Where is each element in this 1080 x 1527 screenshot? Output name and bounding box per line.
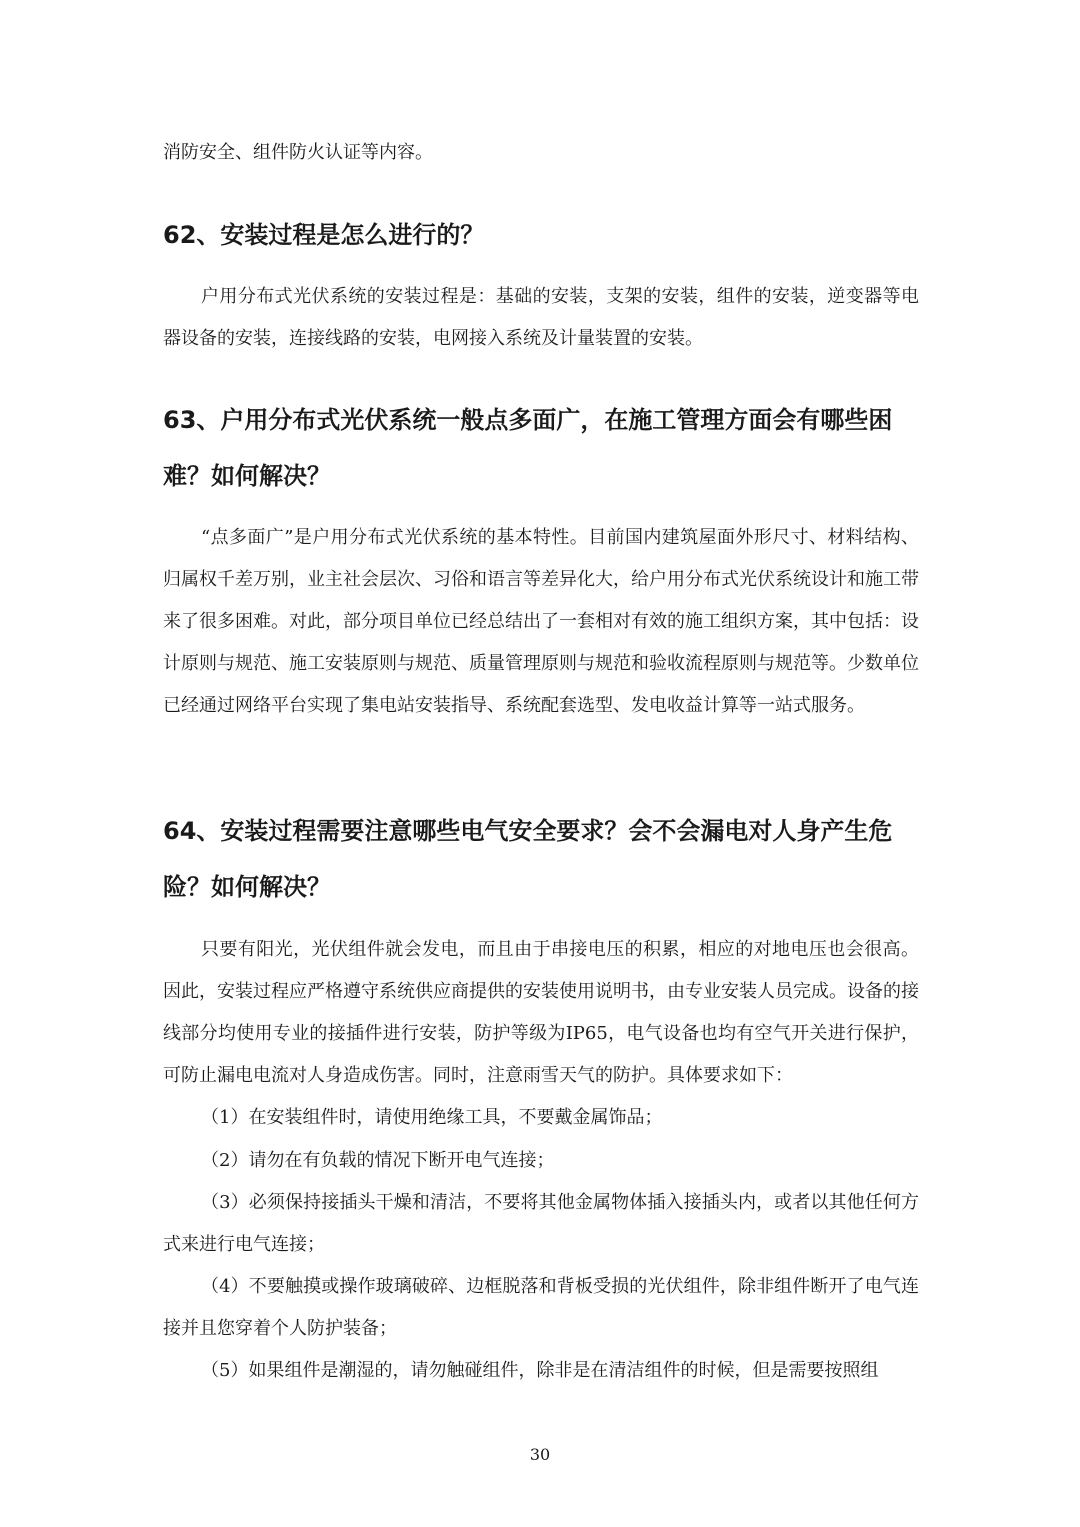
section-64-heading: 64、安装过程需要注意哪些电气安全要求？会不会漏电对人身产生危险？如何解决？ xyxy=(163,817,893,901)
requirement-item-3: （3）必须保持接插头干燥和清洁，不要将其他金属物体插入接插头内，或者以其他任何方式来进行电气连接； xyxy=(163,1192,919,1255)
section-62-heading: 62、安装过程是怎么进行的？ xyxy=(163,221,485,249)
section-63-body: “点多面广”是户用分布式光伏系统的基本特性。目前国内建筑屋面外形尺寸、材料结构、归属权千差万别，业主社会层次、习俗和语言等差异化大，给户用分布式光伏系统设计和施工带来了很多困难。对此，部分项目单位已经总结出了一套相对有效的施工组织方案，其中包括：设计原则与规范、施工安装原则与规范、质量管理原则与规范和验收流程原则与规范等。少数单位已经通过网络平台实现了集电站安装指导、系统配套选型、发电收益计算等一站式服务。 xyxy=(163,527,919,716)
section-62-body: 户用分布式光伏系统的安装过程是：基础的安装，支架的安装，组件的安装，逆变器等电器设备的安装，连接线路的安装，电网接入系统及计量装置的安装。 xyxy=(163,286,919,349)
continuation-paragraph: 消防安全、组件防火认证等内容。 xyxy=(163,142,433,163)
requirement-item-4: （4）不要触摸或操作玻璃破碎、边框脱落和背板受损的光伏组件，除非组件断开了电气连接并且您穿着个人防护装备； xyxy=(163,1276,919,1339)
requirement-item-2: （2）请勿在有负载的情况下断开电气连接； xyxy=(201,1150,555,1171)
section-64-body: 只要有阳光，光伏组件就会发电，而且由于串接电压的积累，相应的对地电压也会很高。因此，安装过程应严格遵守系统供应商提供的安装使用说明书，由专业安装人员完成。设备的接线部分均使用专业的接插件进行安装，防护等级为IP65，电气设备也均有空气开关进行保护，可防止漏电电流对人身造成伤害。同时，注意雨雪天气的防护。具体要求如下： xyxy=(163,939,919,1086)
page-number: 30 xyxy=(529,1445,551,1464)
requirement-item-5: （5）如果组件是潮湿的，请勿触碰组件，除非是在清洁组件的时候，但是需要按照组 xyxy=(201,1360,879,1381)
requirement-item-1: （1）在安装组件时，请使用绝缘工具，不要戴金属饰品； xyxy=(201,1107,663,1128)
section-63-heading: 63、户用分布式光伏系统一般点多面广，在施工管理方面会有哪些困难？如何解决？ xyxy=(163,406,893,490)
